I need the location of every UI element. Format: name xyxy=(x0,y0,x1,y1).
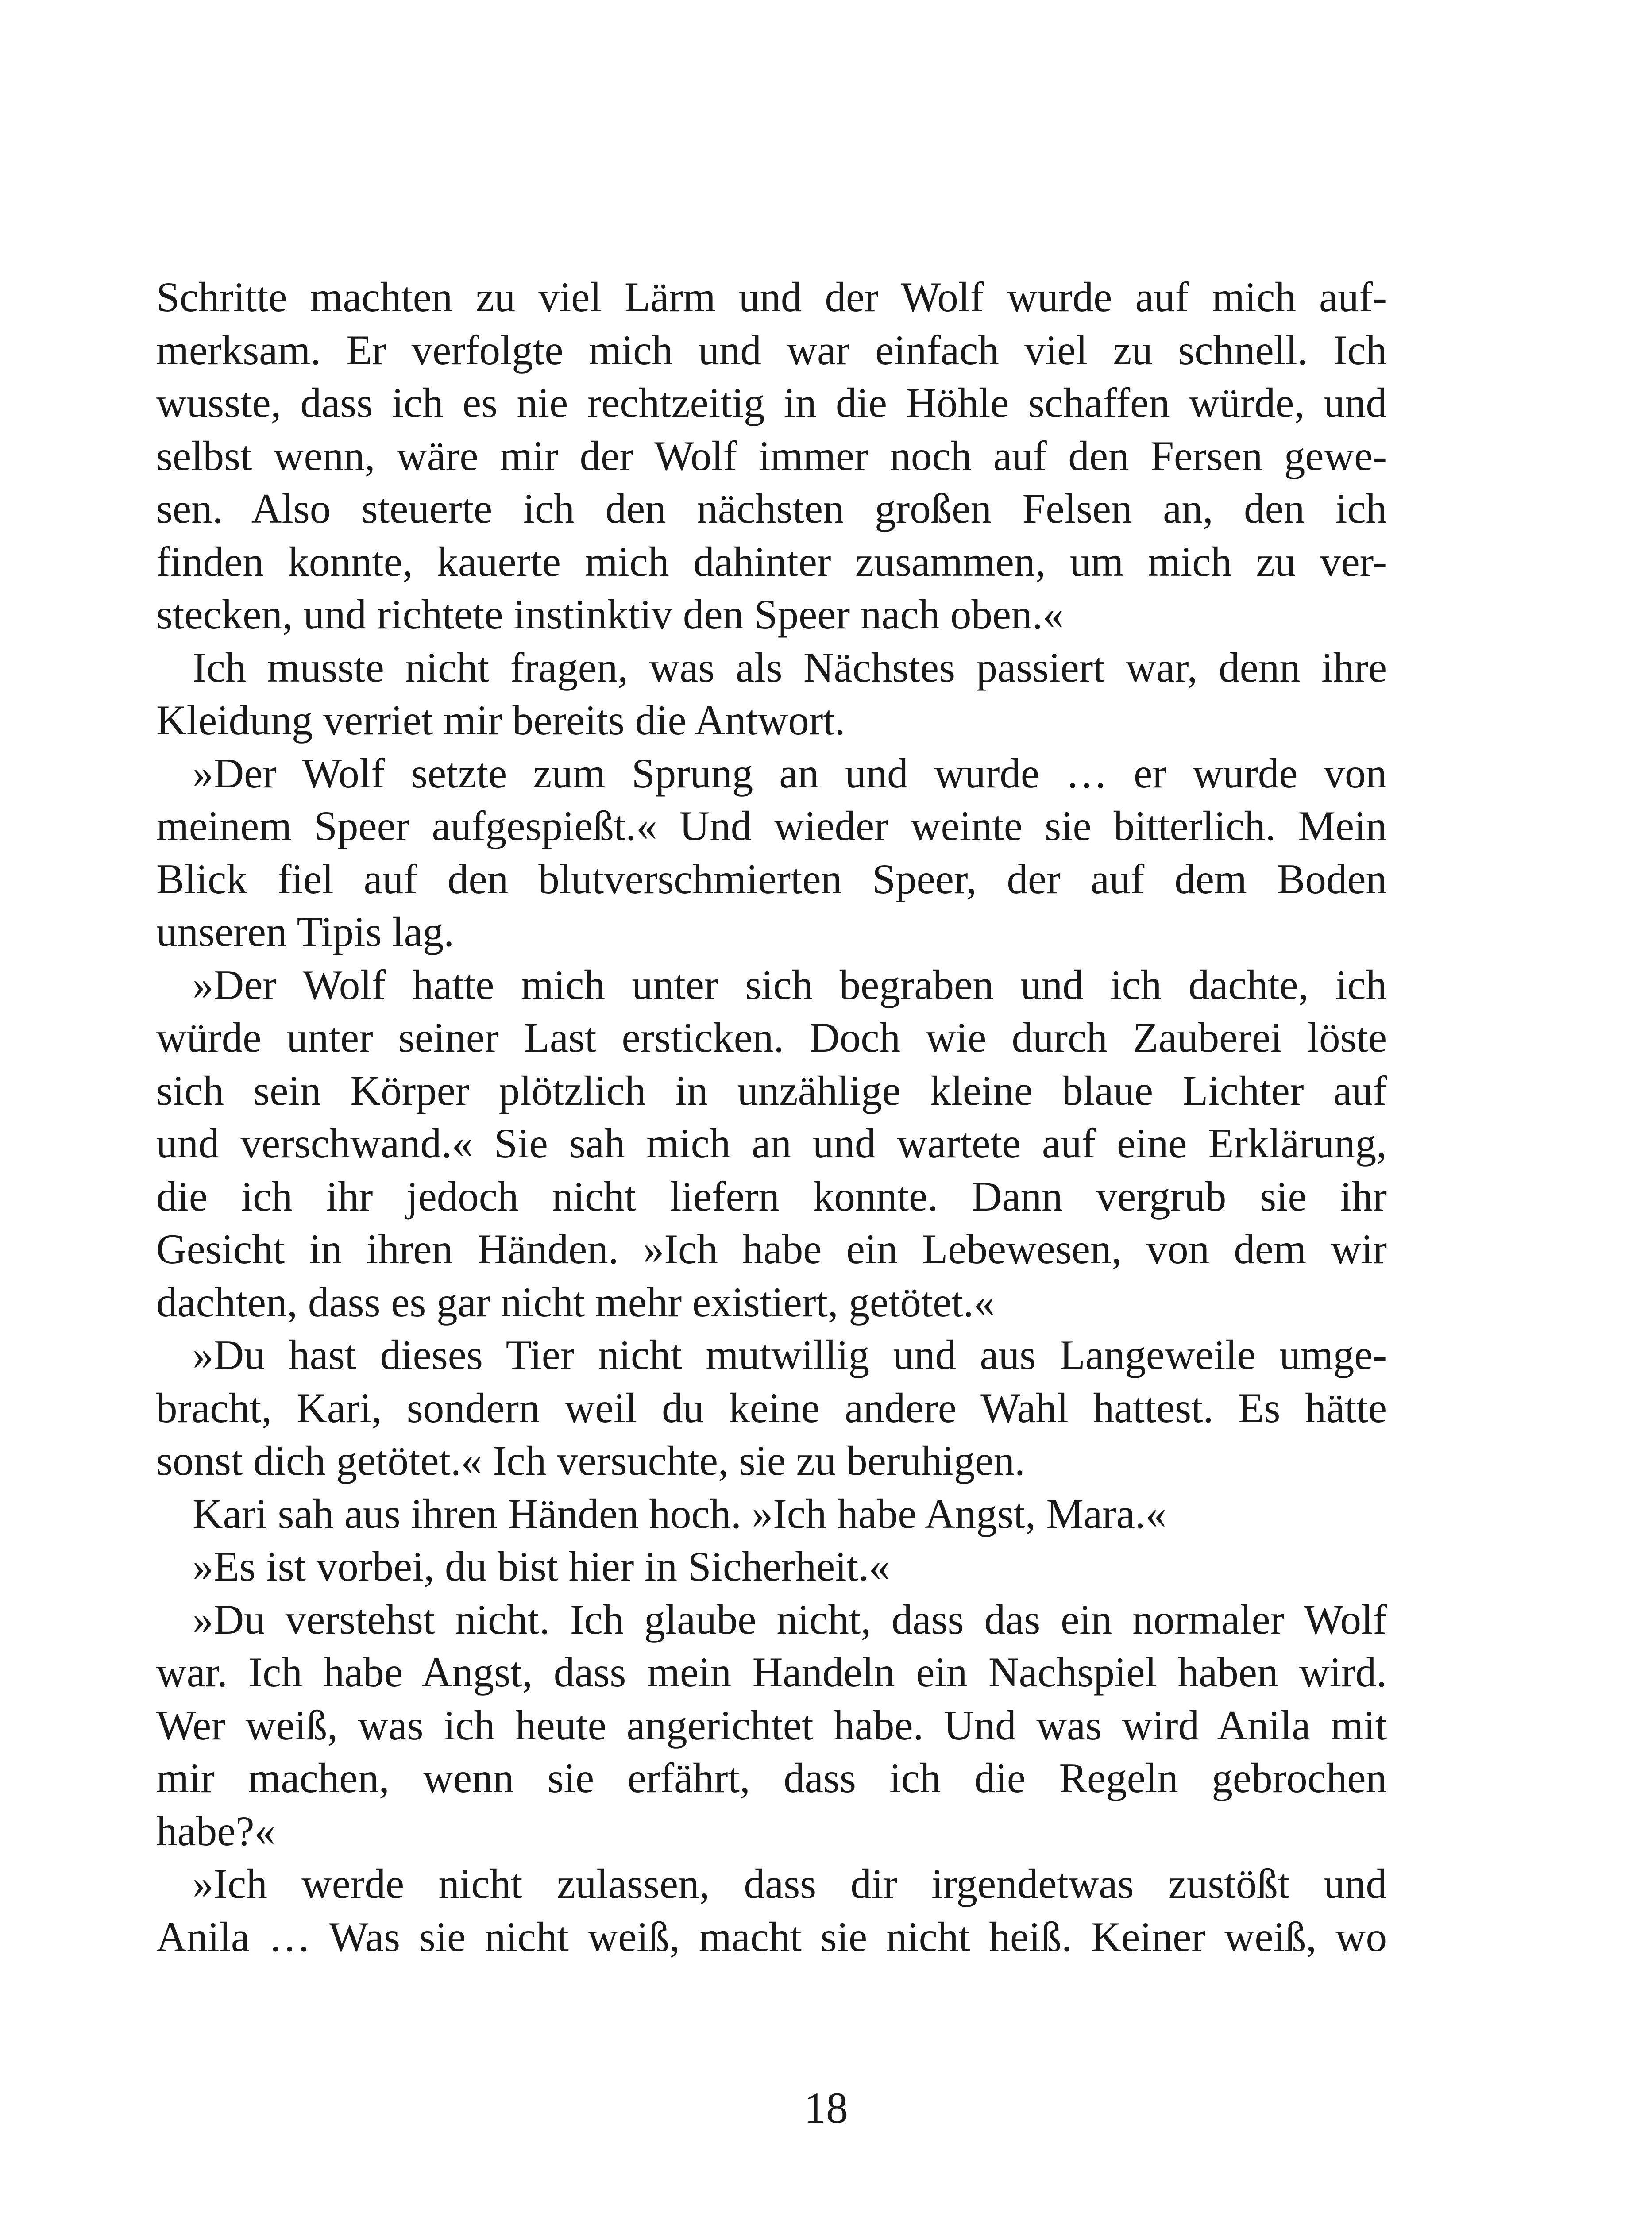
text-line: sonst dich getötet.« Ich versuchte, sie zu beruhigen. xyxy=(156,1437,1025,1484)
text-line: Kleidung verriet mir bereits die Antwort. xyxy=(156,697,845,744)
text-line: »Du hast dieses Tier nicht mutwillig und aus Langeweile umge- xyxy=(193,1331,1387,1378)
text-line: Gesicht in ihren Händen. »Ich habe ein Lebewesen, von dem wir xyxy=(156,1226,1387,1272)
text-line: würde unter seiner Last ersticken. Doch wie durch Zauberei löste xyxy=(156,1014,1387,1061)
text-line: bracht, Kari, sondern weil du keine andere Wahl hattest. Es hätte xyxy=(156,1384,1387,1431)
text-line: »Ich werde nicht zulassen, dass dir irgendetwas zustößt und xyxy=(193,1860,1387,1907)
body-text xyxy=(156,271,1387,1963)
text-line: »Es ist vorbei, du bist hier in Sicherheit.« xyxy=(193,1543,890,1590)
text-line: finden konnte, kauerte mich dahinter zusammen, um mich zu ver- xyxy=(156,538,1387,585)
text-line: habe?« xyxy=(156,1807,275,1854)
text-line: Blick fiel auf den blutverschmierten Speer, der auf dem Boden xyxy=(156,855,1387,902)
text-line: sich sein Körper plötzlich in unzählige kleine blaue Lichter auf xyxy=(156,1067,1387,1114)
text-line: die ich ihr jedoch nicht liefern konnte. Dann vergrub sie ihr xyxy=(156,1172,1387,1220)
text-line: Anila … Was sie nicht weiß, macht sie nicht heiß. Keiner weiß, wo xyxy=(156,1913,1387,1960)
text-line: Wer weiß, was ich heute angerichtet habe. Und was wird Anila mit xyxy=(156,1701,1387,1749)
text-line: dachten, dass es gar nicht mehr existiert, getötet.« xyxy=(156,1278,995,1326)
text-line: Schritte machten zu viel Lärm und der Wolf wurde auf mich auf- xyxy=(156,274,1387,320)
text-line: und verschwand.« Sie sah mich an und wartete auf eine Erklärung, xyxy=(156,1120,1387,1167)
text-line: »Der Wolf setzte zum Sprung an und wurde … er wurde von xyxy=(193,749,1387,797)
text-line: meinem Speer aufgespießt.« Und wieder weinte sie bitterlich. Mein xyxy=(156,802,1387,849)
text-line: »Du verstehst nicht. Ich glaube nicht, dass das ein normaler Wolf xyxy=(193,1596,1387,1643)
text-line: unseren Tipis lag. xyxy=(156,908,454,955)
text-line: wusste, dass ich es nie rechtzeitig in die Höhle schaffen würde, und xyxy=(156,379,1387,426)
text-line: stecken, und richtete instinktiv den Speer nach oben.« xyxy=(156,591,1064,638)
text-line: »Der Wolf hatte mich unter sich begraben und ich dachte, ich xyxy=(193,961,1387,1008)
text-line: selbst wenn, wäre mir der Wolf immer noch auf den Fersen gewe- xyxy=(156,432,1387,479)
text-line: war. Ich habe Angst, dass mein Handeln ein Nachspiel haben wird. xyxy=(156,1649,1387,1696)
text-line: sen. Also steuerte ich den nächsten großen Felsen an, den ich xyxy=(156,485,1387,532)
text-line: Ich musste nicht fragen, was als Nächstes passiert war, denn ihre xyxy=(193,644,1387,691)
text-line: mir machen, wenn sie erfährt, dass ich die Regeln gebrochen xyxy=(156,1754,1387,1801)
text-line: Kari sah aus ihren Händen hoch. »Ich habe Angst, Mara.« xyxy=(193,1490,1167,1537)
text-line: merksam. Er verfolgte mich und war einfach viel zu schnell. Ich xyxy=(156,326,1387,374)
page-number: 18 xyxy=(804,2083,848,2132)
